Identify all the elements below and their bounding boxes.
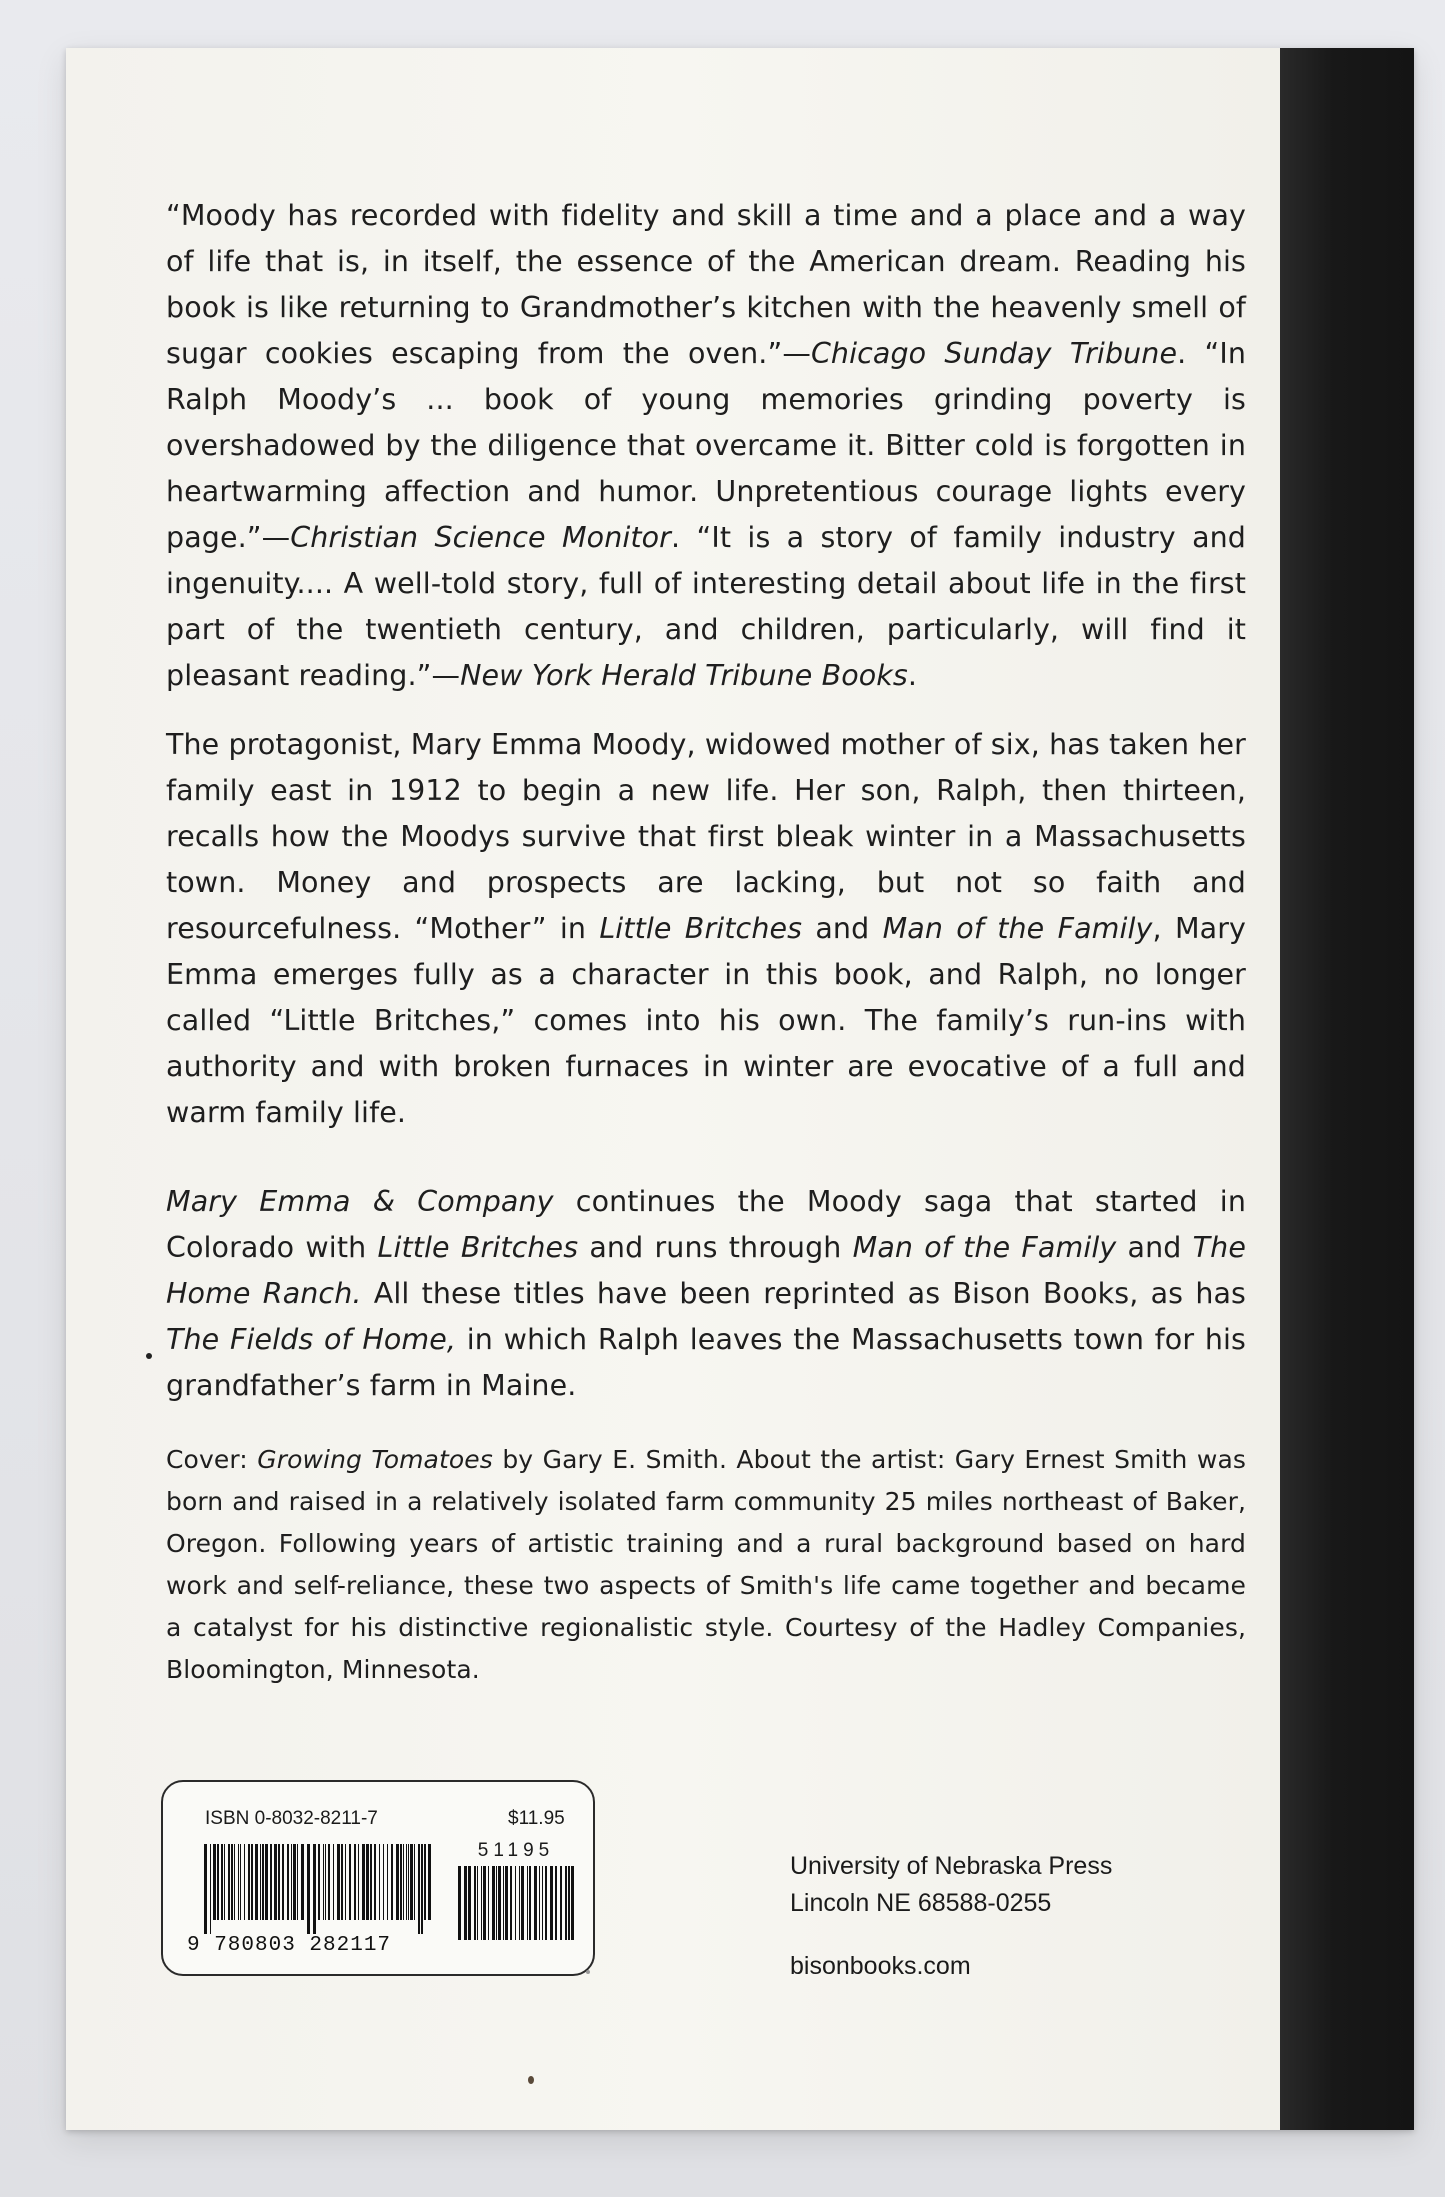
barcode-bar (418, 1844, 420, 1934)
barcode-bar (297, 1844, 298, 1920)
cover-scuff-mark (528, 2076, 534, 2084)
synopsis-paragraph (166, 722, 1246, 1136)
barcode-bar (270, 1844, 272, 1920)
barcode-bar (274, 1844, 277, 1920)
barcode-bar (349, 1844, 351, 1920)
series-text-5: in which Ralph leaves the Massachusetts town for his grandfather’s farm in Maine. (166, 1323, 1246, 1402)
series-text-4: All these titles have been reprinted as Bison Books, as has (361, 1277, 1246, 1310)
barcode-bar (362, 1844, 365, 1920)
cover-credit-text: by Gary E. Smith. About the artist: Gary Ernest Smith was born and raised in a relatively isolated farm community 25 miles northeast of Baker, Oregon. Following years of artistic training and a rural background based on hard work and self-reliance, these two aspects of Smith's life came together and became a catalyst for his distinctive regionalistic style. Courtesy of the Hadley Companies, Bloomington, Minnesota. (166, 1445, 1246, 1684)
barcode-bar (458, 1866, 461, 1940)
barcode-bar (505, 1866, 508, 1940)
barcode-bar (328, 1844, 330, 1920)
synopsis-text-1: The protagonist, Mary Emma Moody, widowed mother of six, has taken her family east in 1912 to begin a new life. Her son, Ralph, then thirteen, recalls how the Moodys survive that first bleak winter in a Massachusetts town. Money and prospects are lacking, but not so faith and resourcefulness. “Mother” in (166, 728, 1246, 945)
barcode-bar (565, 1866, 567, 1940)
barcode-label (161, 1780, 595, 1976)
title-mary-emma-company: Mary Emma & Company (166, 1185, 554, 1218)
barcode-bar (568, 1866, 570, 1940)
synopsis-text-2: , Mary Emma emerges fully as a character in this book, and Ralph, no longer called “Little Britches,” comes into his own. The family’s run-ins with authority and with broken furnaces in winter are evocative of a full and warm family life. (166, 912, 1246, 1129)
barcode-bar (293, 1844, 296, 1920)
publisher-name: University of Nebraska Press (790, 1852, 1113, 1880)
series-title-man-of-the-family: Man of the Family (852, 1231, 1117, 1264)
series-paragraph (166, 1179, 1246, 1409)
cover-painting-title: Growing Tomatoes (257, 1445, 493, 1474)
barcode-bar (224, 1844, 225, 1920)
barcode-bar (325, 1844, 326, 1920)
barcode-bar (262, 1844, 264, 1920)
cover-scuff-mark (586, 1970, 590, 1974)
barcode-bar (217, 1844, 219, 1920)
barcode-bar (519, 1866, 520, 1940)
barcode-bar (408, 1844, 409, 1920)
barcode-bar (527, 1866, 528, 1940)
series-title-home-ranch: The Home Ranch. (166, 1231, 1246, 1310)
quote-herald-tribune: . “It is a story of family industry and ingenuity.... A well-told story, full of interesting detail about life in the first part of the twentieth century, and children, particularly, will find it pleasant reading.”— (166, 521, 1246, 692)
barcode-bar (379, 1844, 380, 1920)
barcode-bar (414, 1844, 415, 1920)
barcode-bar (287, 1844, 289, 1920)
barcode-bar (255, 1844, 258, 1920)
barcode-bar (496, 1866, 497, 1940)
series-text-1: continues the Moody saga that started in Colorado with (166, 1185, 1246, 1264)
barcode-bar (488, 1866, 489, 1940)
barcode-ean-bars (203, 1844, 433, 1934)
barcode-bar (571, 1866, 574, 1940)
isbn-number: ISBN 0-8032-8211-7 (205, 1808, 378, 1829)
series-text-3: and (1116, 1231, 1193, 1264)
barcode-bar (265, 1844, 268, 1920)
barcode-bar (244, 1844, 245, 1920)
barcode-bar (366, 1844, 369, 1920)
series-title-fields-of-home: The Fields of Home, (166, 1323, 457, 1356)
barcode-addon-bars (457, 1866, 575, 1940)
barcode-bar (318, 1844, 320, 1920)
barcode-addon-number: 51195 (477, 1840, 555, 1861)
cover-credit-label: Cover: (166, 1445, 258, 1474)
source-new-york-herald-tribune: New York Herald Tribune Books (460, 659, 908, 692)
barcode-bar (428, 1844, 431, 1920)
title-little-britches: Little Britches (599, 912, 803, 945)
barcode-bar (539, 1866, 540, 1940)
barcode-bar (213, 1844, 216, 1920)
stray-ink-mark (146, 1353, 152, 1359)
barcode-bar (510, 1866, 512, 1940)
barcode-bar (204, 1844, 207, 1934)
barcode-bar (354, 1844, 356, 1920)
barcode-bar (542, 1866, 543, 1940)
barcode-bar (481, 1866, 482, 1940)
barcode-bar (521, 1866, 524, 1940)
barcode-bar (221, 1844, 223, 1920)
barcode-bar (403, 1844, 404, 1920)
barcode-bar (421, 1844, 423, 1934)
barcode-bar (515, 1866, 516, 1940)
book-back-cover (66, 48, 1414, 2130)
publisher-website: bisonbooks.com (790, 1952, 971, 1980)
barcode-bar (234, 1844, 235, 1920)
synopsis-and: and (802, 912, 883, 945)
source-chicago-sunday-tribune: Chicago Sunday Tribune (810, 337, 1178, 370)
series-title-little-britches: Little Britches (377, 1231, 579, 1264)
barcode-bar (545, 1866, 547, 1940)
barcode-bar (503, 1866, 504, 1940)
barcode-bar (396, 1844, 399, 1920)
publisher-address (790, 1848, 1112, 1922)
barcode-bar (534, 1866, 537, 1940)
barcode-bar (370, 1844, 372, 1920)
series-text-2: and runs through (578, 1231, 853, 1264)
barcode-bar (464, 1866, 467, 1940)
barcode-bar (391, 1844, 393, 1920)
barcode-bar (550, 1866, 553, 1940)
barcode-bar (498, 1866, 501, 1940)
cover-credit-paragraph (166, 1439, 1246, 1691)
barcode-bar (560, 1866, 562, 1940)
barcode-bar (424, 1844, 426, 1920)
barcode-bar (282, 1844, 284, 1920)
barcode-bar (406, 1844, 407, 1920)
barcode-bar (383, 1844, 384, 1920)
barcode-bar (240, 1844, 241, 1920)
barcode-bar (210, 1844, 211, 1934)
barcode-bar (333, 1844, 334, 1920)
barcode-bar (400, 1844, 402, 1920)
barcode-bar (251, 1844, 253, 1920)
barcode-bar (483, 1866, 486, 1940)
barcode-bar (477, 1866, 478, 1940)
barcode-bar (313, 1844, 316, 1934)
barcode-bar (474, 1866, 476, 1940)
barcode-bar (337, 1844, 340, 1920)
barcode-bar (307, 1844, 310, 1934)
barcode-bar (468, 1866, 471, 1940)
barcode-ean-digits: 9 780803 282117 (187, 1934, 392, 1957)
barcode-bar (358, 1844, 359, 1920)
publisher-city: Lincoln NE 68588-0255 (790, 1889, 1052, 1917)
barcode-bar (323, 1844, 324, 1920)
barcode-bar (291, 1844, 292, 1920)
quote-christian-science: . “In Ralph Moody’s ... book of young memories grinding poverty is overshadowed by the diligence that overcame it. Bitter cold is forgotten in heartwarming affection and humor. Unpretentious courage lights every page.”— (166, 337, 1247, 554)
barcode-bar (260, 1844, 261, 1920)
source-christian-science-monitor: Christian Science Monitor (290, 521, 672, 554)
barcode-bar (341, 1844, 343, 1920)
price-label: $11.95 (508, 1808, 565, 1829)
barcode-bar (387, 1844, 388, 1920)
review-quotes-paragraph (166, 193, 1246, 699)
barcode-bar (492, 1866, 495, 1940)
barcode-bar (555, 1866, 557, 1940)
barcode-bar (410, 1844, 413, 1920)
barcode-bar (278, 1844, 280, 1920)
barcode-bar (345, 1844, 346, 1920)
barcode-bar (529, 1866, 531, 1940)
barcode-bar (238, 1844, 239, 1920)
barcode-bar (231, 1844, 233, 1920)
quote-chicago: “Moody has recorded with fidelity and skill a time and a place and a way of life that is, in itself, the essence of the American dream. Reading his book is like returning to Grandmother’s kitchen with the heavenly smell of sugar cookies escaping from the oven.”— (166, 199, 1246, 370)
barcode-bar (301, 1844, 304, 1920)
title-man-of-the-family: Man of the Family (882, 912, 1153, 945)
review-end-period: . (907, 659, 918, 692)
barcode-bar (374, 1844, 376, 1920)
barcode-bar (248, 1844, 250, 1920)
book-spine (1280, 48, 1414, 2130)
barcode-bar (228, 1844, 230, 1920)
